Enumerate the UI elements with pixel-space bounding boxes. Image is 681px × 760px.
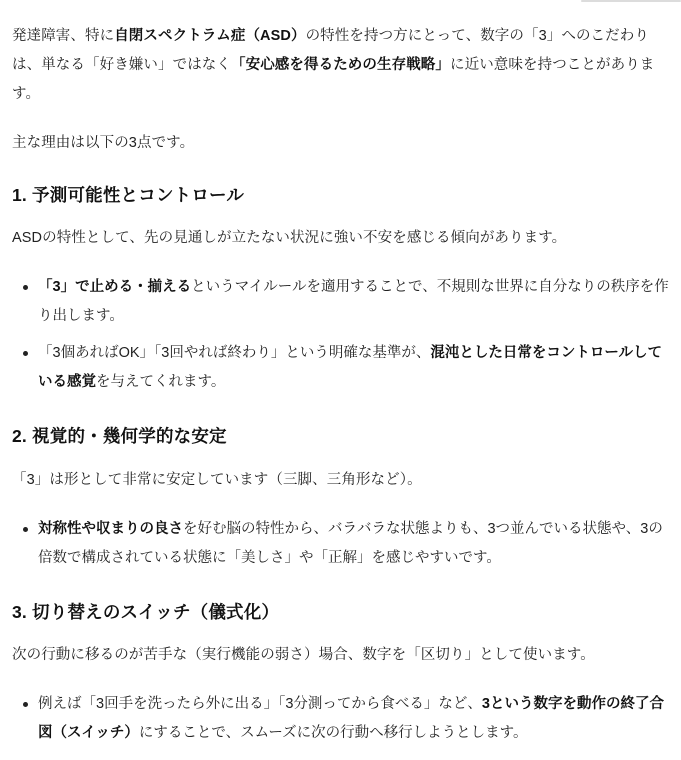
emphasis-text: 「3」で止める・揃える [38,279,192,296]
body-text: というマイルールを適用することで、不規則な世界に自分なりの秩序を作り出します。 [38,279,669,325]
bullet-list [12,273,669,397]
body-text: 発達障害、特に [12,28,115,44]
bullet-list [12,690,669,748]
list-item [38,339,669,397]
intro-paragraph-1 [12,22,669,109]
section-heading: 1. 予測可能性とコントロール [12,185,245,205]
body-text: 例えば「3回手を洗ったら外に出る」「3分測ってから食べる」など、 [38,695,482,712]
bullet-list [12,515,669,573]
section-heading: 2. 視覚的・幾何学的な安定 [12,426,227,447]
body-text: に近い意味を持つことがあります。 [12,57,655,102]
list-item [38,690,669,748]
body-text: を好む脳の特性から、バラバラな状態よりも、3つ並んでいる状態や、3の倍数で構成されている状態に「美しさ」や「正解」を感じやすいです。 [38,520,663,566]
sections-container [12,182,669,748]
section-heading: 3. 切り替えのスイッチ（儀式化） [12,601,280,622]
section-lead-paragraph: ASDの特性として、先の見通しが立たない状況に強い不安を感じる傾向があります。 [12,230,567,247]
document-section [12,599,669,748]
emphasis-text: 「安心感を得るための生存戦略」 [231,57,450,73]
emphasis-text: 対称性や収まりの良さ [38,520,183,537]
document-section [12,423,669,572]
section-lead-paragraph: 「3」は形として非常に安定しています（三脚、三角形など）。 [12,471,422,488]
body-text: 「3個あればOK」「3回やれば終わり」という明確な基準が、 [38,345,431,362]
section-lead-paragraph: 次の行動に移るのが苦手な（実行機能の弱さ）場合、数字を「区切り」として使います。 [12,646,595,663]
list-item [38,515,669,573]
body-text: の特性を持つ方にとって、数字の「3」へのこだわりは、単なる「好き嫌い」ではなく [12,28,649,73]
emphasis-text: 3という数字を動作の終了合図（スイッチ） [38,695,664,741]
intro-paragraph-2: 主な理由は以下の3点です。 [12,135,195,151]
body-text: にすることで、スムーズに次の行動へ移行しようとします。 [138,724,528,741]
document-section [12,182,669,397]
top-divider [581,0,681,2]
emphasis-text: 混沌とした日常をコントロールしている感覚 [38,345,663,391]
emphasis-text: 自閉スペクトラム症（ASD） [114,28,306,44]
list-item [38,273,669,331]
body-text: を与えてくれます。 [96,374,226,391]
